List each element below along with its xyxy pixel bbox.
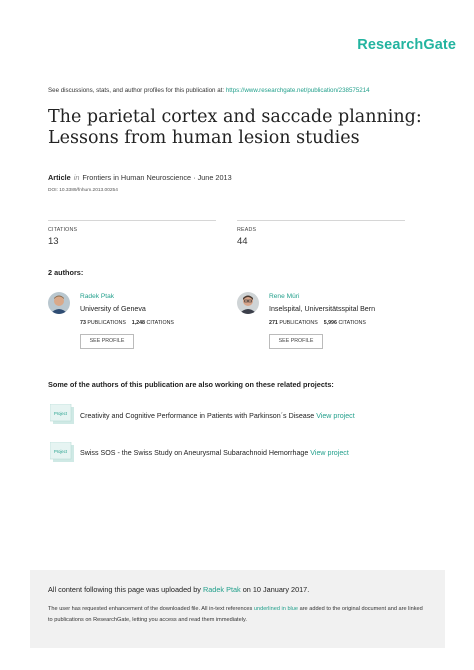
researchgate-logo: ResearchGate (357, 37, 456, 53)
reads-value: 44 (237, 236, 248, 247)
uploader-link[interactable]: Radek Ptak (202, 585, 241, 594)
publication-type: Article (48, 173, 71, 182)
citations-label: CITATIONS (48, 227, 78, 233)
enhancement-text-pre: The user has requested enhancement of the downloaded file. All in-text references (48, 606, 254, 612)
citations-count: 5,996 (323, 320, 337, 326)
upload-text-post: on 10 January 2017. (240, 585, 310, 594)
avatar[interactable] (48, 292, 70, 314)
author-affiliation: University of Geneva (80, 305, 146, 313)
notice-text: See discussions, stats, and author profiles for this publication at: (48, 87, 226, 94)
view-project-link[interactable]: View project (316, 412, 355, 420)
publications-count: 73 (80, 320, 86, 326)
upload-text-pre: All content following this page was uploaded by (48, 585, 203, 594)
citations-divider (48, 220, 216, 221)
doi: DOI: 10.3389/fnhum.2013.00254 (48, 188, 118, 193)
project-title: Creativity and Cognitive Performance in Patients with Parkinson´s Disease (80, 412, 315, 420)
enhancement-text-post: are added to the original document and are linked to publications on ResearchGate, letting you access and read them immediately. (48, 606, 423, 623)
publication-url-link[interactable]: https://www.researchgate.net/publication/238575214 (225, 87, 370, 94)
reads-label: READS (237, 227, 257, 233)
author-name-link[interactable]: Radek Ptak (80, 293, 115, 300)
author-photo-icon (237, 292, 259, 314)
author-name-link[interactable]: Rene Müri (269, 293, 300, 300)
upload-notice (48, 585, 309, 594)
project-icon-shape (50, 404, 76, 426)
publications-label: PUBLICATIONS (87, 320, 126, 326)
author-stats (80, 320, 174, 326)
author-photo-icon (48, 292, 70, 314)
avatar[interactable] (237, 292, 259, 314)
project-icon-label: Project (53, 449, 68, 454)
citations-value: 13 (48, 236, 59, 247)
project-item (80, 412, 355, 420)
authors-heading: 2 authors: (48, 268, 84, 277)
publications-label: PUBLICATIONS (279, 320, 318, 326)
project-item (80, 449, 349, 457)
author-affiliation: Inselspital, Universitätsspital Bern (269, 305, 376, 313)
citations-label: CITATIONS (146, 320, 174, 326)
author-stats (269, 320, 366, 326)
enhancement-notice (48, 604, 428, 626)
project-icon[interactable] (50, 442, 73, 463)
publication-meta (48, 173, 232, 182)
citations-count: 1,248 (131, 320, 146, 326)
underlined-in-blue-text: underlined in blue (253, 606, 299, 612)
publications-count: 271 (269, 320, 278, 326)
publication-title: The parietal cortex and saccade planning: Lessons from human lesion studies (48, 107, 422, 148)
project-title: Swiss SOS - the Swiss Study on Aneurysmal Subarachnoid Hemorrhage (80, 449, 309, 457)
discussion-notice (48, 87, 370, 94)
journal-info: Frontiers in Human Neuroscience · June 2013 (82, 173, 232, 182)
project-icon-shape (50, 442, 76, 464)
project-icon[interactable] (50, 404, 73, 425)
meta-separator: in (73, 173, 80, 182)
reads-divider (237, 220, 405, 221)
project-icon-label: Project (53, 411, 68, 416)
see-profile-button[interactable]: SEE PROFILE (269, 334, 323, 349)
see-profile-button[interactable]: SEE PROFILE (80, 334, 134, 349)
projects-heading: Some of the authors of this publication are also working on these related projects: (48, 380, 334, 389)
citations-label: CITATIONS (338, 320, 366, 326)
view-project-link[interactable]: View project (310, 449, 349, 457)
